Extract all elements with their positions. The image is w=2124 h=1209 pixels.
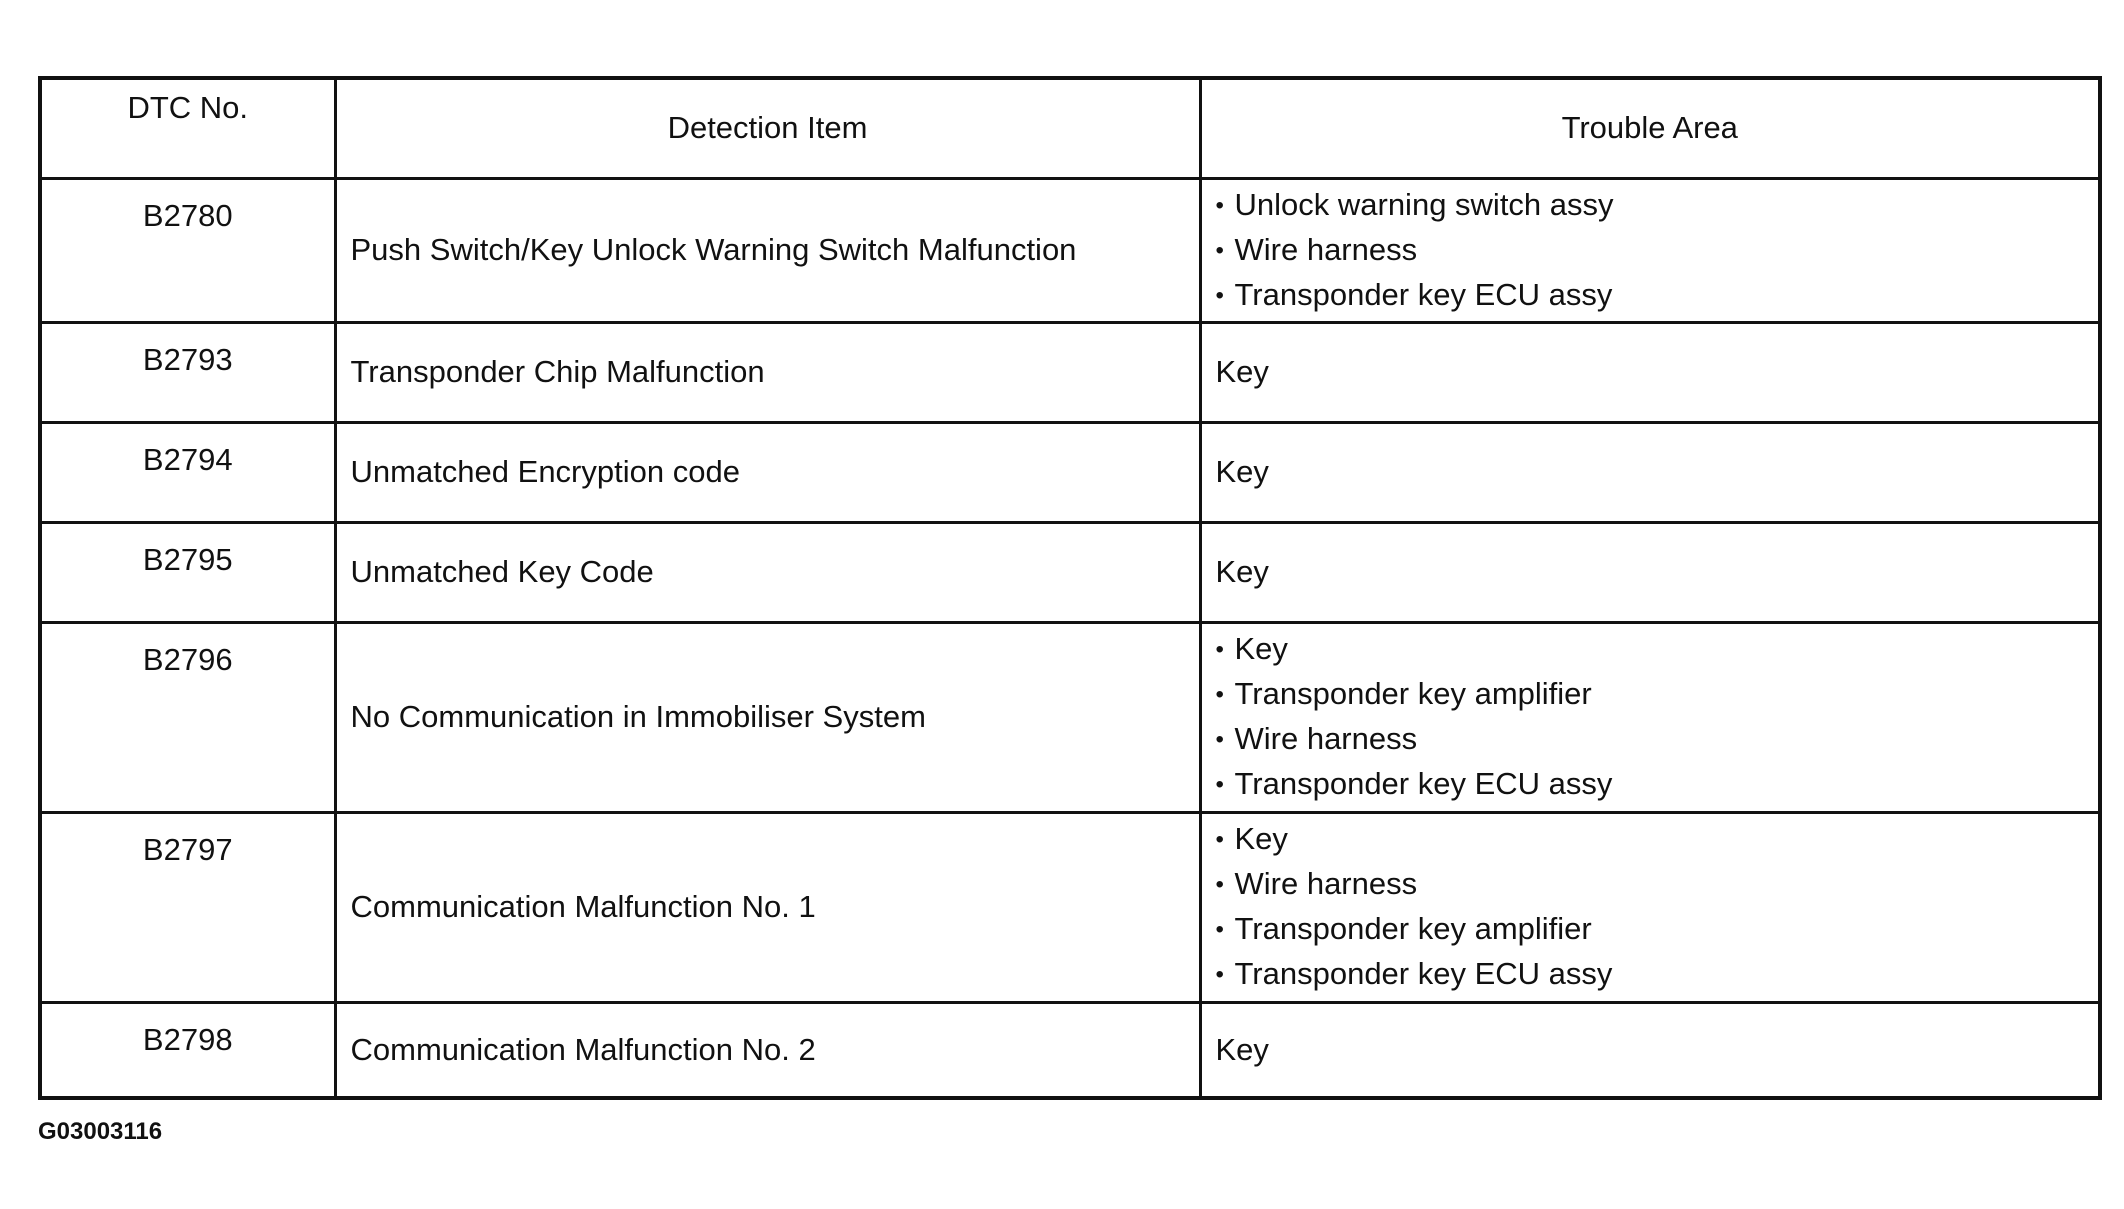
bullet-icon: •: [1215, 826, 1224, 853]
trouble-area-entry: Wire harness: [1234, 866, 1418, 901]
trouble-area-entry: Wire harness: [1234, 721, 1418, 756]
dtc-code: B2798: [40, 1002, 335, 1098]
list-item: [1216, 952, 2085, 997]
list-item: [1216, 627, 2085, 672]
detection-item: No Communication in Immobiliser System: [335, 622, 1200, 812]
detection-item: Push Switch/Key Unlock Warning Switch Malfunction: [335, 178, 1200, 322]
detection-item: Communication Malfunction No. 1: [335, 812, 1200, 1002]
dtc-code: B2796: [40, 622, 335, 812]
trouble-area-entry: Transponder key amplifier: [1234, 676, 1592, 711]
figure-id: G03003116: [38, 1118, 163, 1145]
list-item: [1216, 907, 2085, 952]
trouble-area-entry: Transponder key ECU assy: [1234, 766, 1613, 801]
dtc-code: B2793: [40, 322, 335, 422]
detection-item: Communication Malfunction No. 2: [335, 1002, 1200, 1098]
trouble-area-list: [1216, 183, 2085, 318]
table-row: [40, 812, 2100, 1002]
list-item: [1216, 817, 2085, 862]
bullet-icon: •: [1215, 871, 1224, 898]
trouble-area-entry: Transponder key ECU assy: [1234, 956, 1613, 991]
bullet-icon: •: [1215, 961, 1224, 988]
table-row: [40, 178, 2100, 322]
trouble-area: Key: [1200, 1002, 2100, 1098]
bullet-icon: •: [1215, 281, 1224, 309]
bullet-icon: •: [1215, 771, 1224, 798]
header-dtc-no: DTC No.: [40, 78, 335, 178]
trouble-area-entry: Key: [1234, 821, 1288, 856]
trouble-area-entry: Transponder key ECU assy: [1234, 276, 1613, 312]
detection-item: Transponder Chip Malfunction: [335, 322, 1200, 422]
trouble-area-list: [1216, 627, 2085, 807]
trouble-area-entry: Transponder key amplifier: [1234, 911, 1592, 946]
bullet-icon: •: [1215, 681, 1224, 708]
detection-item: Unmatched Key Code: [335, 522, 1200, 622]
trouble-area: [1200, 622, 2100, 812]
list-item: [1216, 762, 2085, 807]
dtc-code: B2794: [40, 422, 335, 522]
list-item: [1216, 183, 2085, 228]
header-detection-item: Detection Item: [335, 78, 1200, 178]
detection-item: Unmatched Encryption code: [335, 422, 1200, 522]
trouble-area: [1200, 178, 2100, 322]
header-trouble-area: Trouble Area: [1200, 78, 2100, 178]
list-item: [1216, 862, 2085, 907]
trouble-area: Key: [1200, 322, 2100, 422]
trouble-area-list: [1216, 817, 2085, 997]
bullet-icon: •: [1215, 726, 1224, 753]
table-row: [40, 422, 2100, 522]
dtc-code: B2795: [40, 522, 335, 622]
trouble-area-entry: Unlock warning switch assy: [1234, 186, 1614, 222]
table-row: [40, 522, 2100, 622]
dtc-table: [38, 76, 2102, 1100]
table-header-row: [40, 78, 2100, 178]
bullet-icon: •: [1215, 916, 1224, 943]
trouble-area: Key: [1200, 422, 2100, 522]
trouble-area-entry: Key: [1234, 631, 1288, 666]
trouble-area: Key: [1200, 522, 2100, 622]
list-item: [1216, 273, 2085, 318]
list-item: [1216, 228, 2085, 273]
list-item: [1216, 672, 2085, 717]
bullet-icon: •: [1215, 236, 1224, 264]
table-row: [40, 622, 2100, 812]
dtc-code: B2797: [40, 812, 335, 1002]
trouble-area-entry: Wire harness: [1234, 231, 1418, 267]
bullet-icon: •: [1215, 636, 1224, 663]
trouble-area: [1200, 812, 2100, 1002]
table-row: [40, 1002, 2100, 1098]
table-row: [40, 322, 2100, 422]
list-item: [1216, 717, 2085, 762]
dtc-code: B2780: [40, 178, 335, 322]
bullet-icon: •: [1215, 191, 1224, 219]
